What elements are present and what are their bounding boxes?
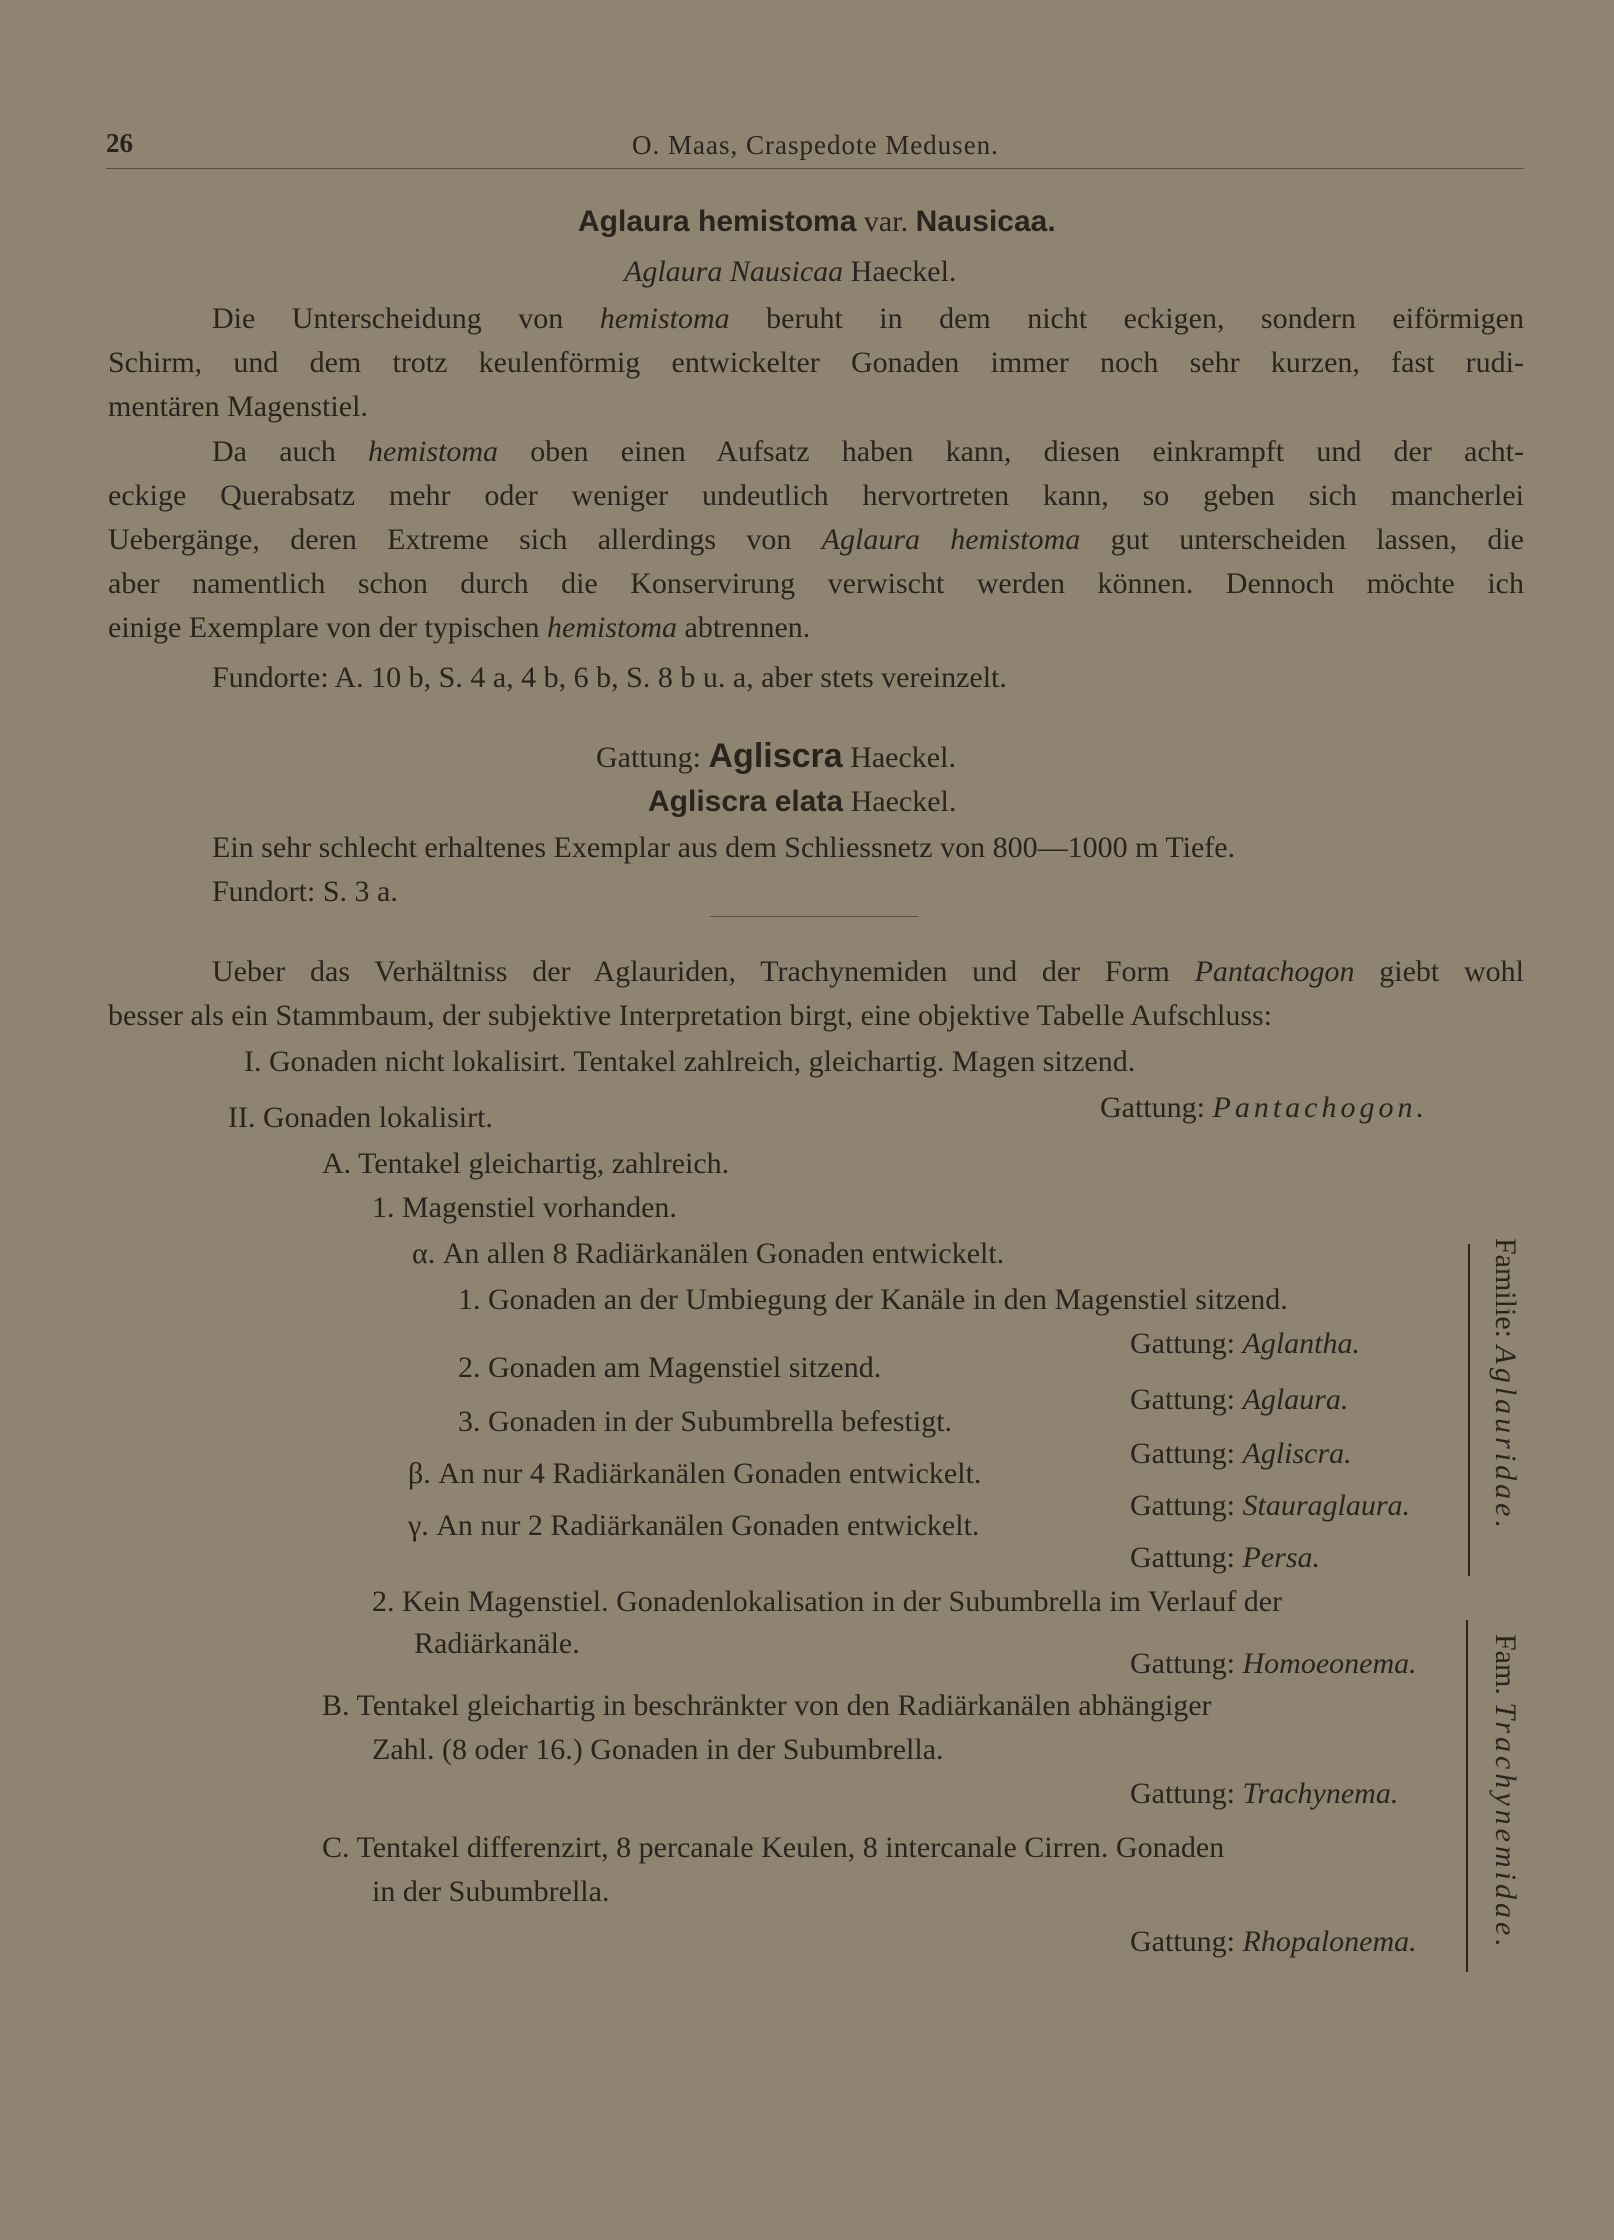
table-II: II. Gonaden lokalisirt. <box>228 1101 493 1134</box>
table-C-line1: C. Tentakel differenzirt, 8 percanale Keulen, 8 intercanale Cirren. Gonaden <box>322 1831 1225 1864</box>
gattung-trachynema: Gattung: Trachynema. <box>1130 1777 1399 1810</box>
table-beta: β. An nur 4 Radiärkanälen Gonaden entwickelt. <box>408 1457 982 1490</box>
table-A2-line2: Radiärkanäle. <box>414 1627 580 1660</box>
section-divider <box>710 916 918 917</box>
table-gamma: γ. An nur 2 Radiärkanälen Gonaden entwickelt. <box>408 1509 980 1542</box>
table-alpha3: 3. Gonaden in der Subumbrella befestigt. <box>458 1405 953 1438</box>
table-A2-line1: 2. Kein Magenstiel. Gonadenlokalisation in der Subumbrella im Verlauf der <box>372 1585 1283 1618</box>
fam-trachynemidae-label: Fam. Trachynemidae. <box>1489 1634 1522 1951</box>
p2-line-3: Uebergänge, deren Extreme sich allerdings von Aglaura hemistoma gut unterscheiden lassen, die <box>108 523 1524 556</box>
intro-line-1: Ueber das Verhältniss der Aglauriden, Trachynemiden und der Form Pantachogon giebt wohl <box>212 955 1524 988</box>
fundorte-line: Fundorte: A. 10 b, S. 4 a, 4 b, 6 b, S. 8 b u. a, aber stets vereinzelt. <box>212 661 1007 694</box>
gattung-stauraglaura: Gattung: Stauraglaura. <box>1130 1489 1411 1522</box>
familie-aglauridae-label: Familie: Aglauridae. <box>1489 1238 1522 1532</box>
gattung-homoeonema: Gattung: Homoeonema. <box>1130 1647 1417 1680</box>
synonym-line <box>624 250 956 294</box>
trachynemidae-bracket <box>1466 1620 1468 1972</box>
agliscra-fundort: Fundort: S. 3 a. <box>212 875 398 908</box>
table-B-line1: B. Tentakel gleichartig in beschränkter von den Radiärkanälen abhängiger <box>322 1689 1212 1722</box>
genus-heading <box>596 734 956 780</box>
genus-name: Agliscra <box>708 737 843 775</box>
genus-author: Haeckel. <box>850 741 956 774</box>
agliscra-text: Ein sehr schlecht erhaltenes Exemplar aus dem Schliessnetz von 800—1000 m Tiefe. <box>212 831 1236 864</box>
species-author: Haeckel. <box>850 785 957 818</box>
table-alpha: α. An allen 8 Radiärkanälen Gonaden entwickelt. <box>412 1237 1005 1270</box>
header-rule <box>106 168 1524 169</box>
aglauridae-bracket <box>1468 1244 1470 1576</box>
gattung-aglaura: Gattung: Aglaura. <box>1130 1383 1349 1416</box>
gattung-agliscra: Gattung: Agliscra. <box>1130 1437 1352 1470</box>
p2-line-2: eckige Querabsatz mehr oder weniger undeutlich hervortreten kann, so geben sich mancherlei <box>108 479 1524 512</box>
p1-line-3: mentären Magenstiel. <box>108 390 368 423</box>
table-A: A. Tentakel gleichartig, zahlreich. <box>322 1147 730 1180</box>
gattung-aglantha: Gattung: Aglantha. <box>1130 1327 1360 1360</box>
table-A1: 1. Magenstiel vorhanden. <box>372 1191 677 1224</box>
synonym-author: Haeckel. <box>850 255 957 288</box>
synonym-name: Aglaura Nausicaa <box>624 255 844 288</box>
title-bold-1: Aglaura hemistoma <box>578 205 857 238</box>
paragraph-2 <box>108 430 1524 650</box>
page-number: 26 <box>106 128 133 158</box>
p2-line-4: aber namentlich schon durch die Konservirung verwischt werden können. Dennoch möchte ich <box>108 567 1524 600</box>
table-B-line2: Zahl. (8 oder 16.) Gonaden in der Subumbrella. <box>372 1733 944 1766</box>
gattung-persa: Gattung: Persa. <box>1130 1541 1320 1574</box>
p2-line-5: einige Exemplare von der typischen hemistoma abtrennen. <box>108 611 811 644</box>
p1-line-2: Schirm, und dem trotz keulenförmig entwickelter Gonaden immer noch sehr kurzen, fast rudi- <box>108 346 1524 379</box>
title-var: var. <box>863 205 909 238</box>
running-title: O. Maas, Craspedote Medusen. <box>632 130 999 160</box>
table-alpha1: 1. Gonaden an der Umbiegung der Kanäle in den Magenstiel sitzend. <box>458 1283 1288 1316</box>
table-I: I. Gonaden nicht lokalisirt. Tentakel zahlreich, gleichartig. Magen sitzend. <box>244 1045 1136 1078</box>
intro-paragraph <box>108 950 1524 1038</box>
title-bold-2: Nausicaa. <box>915 205 1056 238</box>
p1-line-1: Die Unterscheidung von hemistoma beruht in dem nicht eckigen, sondern eiförmigen <box>212 302 1524 335</box>
species-name: Agliscra elata <box>648 785 844 818</box>
intro-line-2: besser als ein Stammbaum, der subjektive Interpretation birgt, eine objektive Tabelle Aufschluss: <box>108 999 1273 1032</box>
table-alpha2: 2. Gonaden am Magenstiel sitzend. <box>458 1351 882 1384</box>
p2-line-1: Da auch hemistoma oben einen Aufsatz haben kann, diesen einkrampft und der acht- <box>212 435 1524 468</box>
gattung-pantachogon: Gattung: Pantachogon. <box>1100 1091 1428 1124</box>
table-C-line2: in der Subumbrella. <box>372 1875 610 1908</box>
gattung-prefix: Gattung: <box>596 741 701 774</box>
gattung-rhopalonema: Gattung: Rhopalonema. <box>1130 1925 1417 1958</box>
species-heading <box>648 780 956 824</box>
species-title <box>578 205 1056 239</box>
paragraph-1 <box>108 297 1524 429</box>
